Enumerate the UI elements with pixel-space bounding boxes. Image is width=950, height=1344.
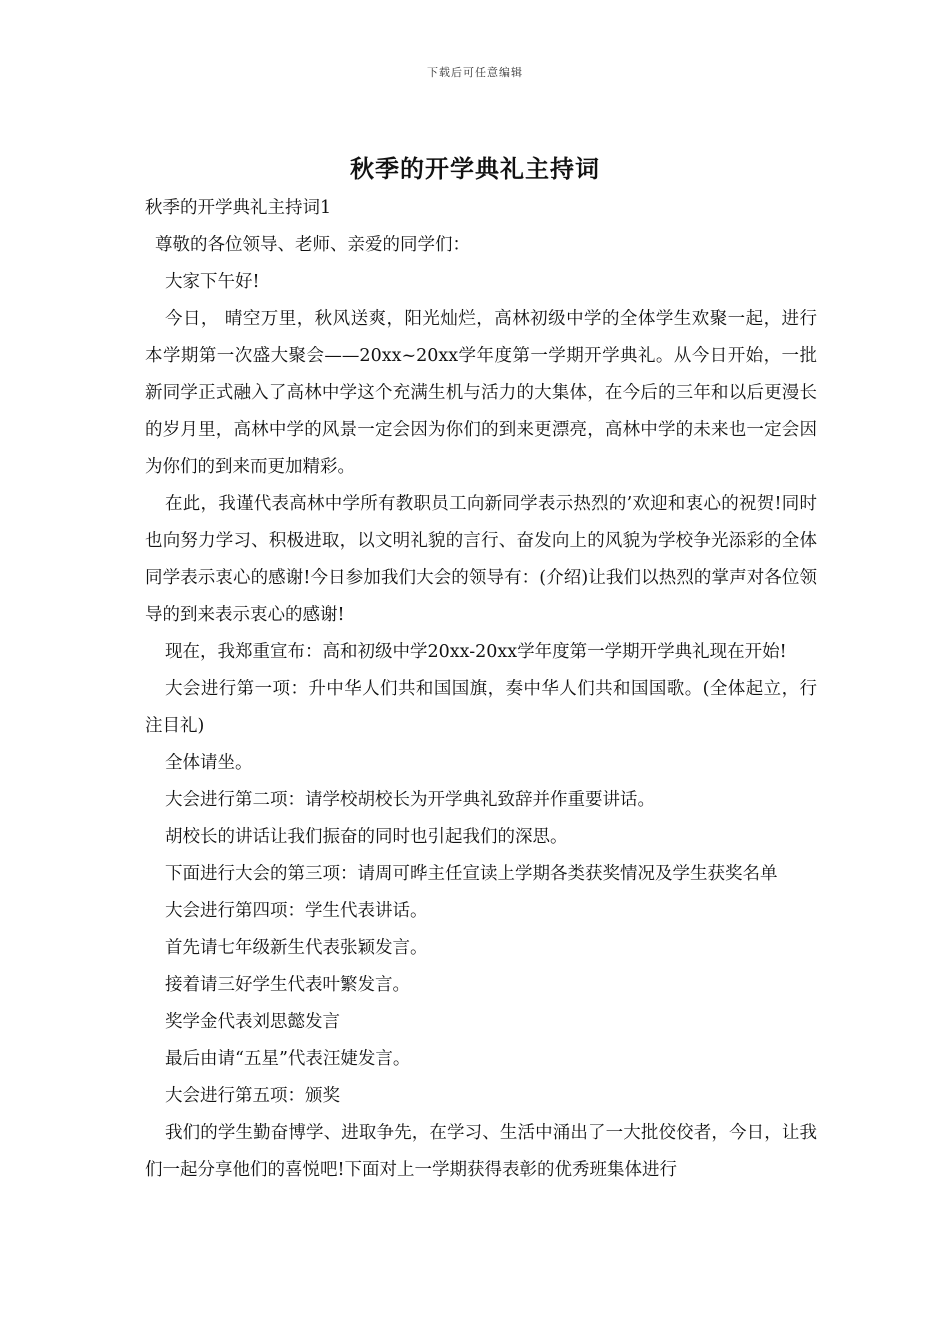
paragraph: 大家下午好! <box>165 272 260 292</box>
paragraph: 接着请三好学生代表叶繁发言。 <box>165 975 410 995</box>
paragraph: 在此，我谨代表高林中学所有教职员工向新同学表示热烈的’欢迎和衷心的祝贺!同时也向努力学习、积极进取，以文明礼貌的言行、奋发向上的风貌为学校争光添彩的全体同学表示衷心的感谢!今日参加我们大会的领导有：(介绍)让我们以热烈的掌声对各位领导的到来表示衷心的感谢! <box>145 494 817 625</box>
paragraph: 今日， 晴空万里，秋风送爽，阳光灿烂，高林初级中学的全体学生欢聚一起，进行本学期第一次盛大聚会——20xx~20xx学年度第一学期开学典礼。从今日开始，一批新同学正式融入了高林中学这个充满生机与活力的大集体，在今后的三年和以后更漫长的岁月里，高林中学的风景一定会因为你们的到来更漂亮，高林中学的未来也一定会因为你们的到来而更加精彩。 <box>145 309 817 477</box>
paragraph: 大会进行第五项：颁奖 <box>165 1086 340 1106</box>
header-note: 下载后可任意编辑 <box>427 66 523 79</box>
paragraph: 最后由请“五星”代表汪婕发言。 <box>165 1049 411 1069</box>
paragraph: 大会进行第一项：升中华人们共和国国旗，奏中华人们共和国国歌。(全体起立，行注目礼) <box>145 679 817 736</box>
paragraph: 首先请七年级新生代表张颖发言。 <box>165 938 428 958</box>
salutation: 尊敬的各位领导、老师、亲爱的同学们： <box>155 235 470 255</box>
paragraph: 现在，我郑重宣布：高和初级中学20xx-20xx学年度第一学期开学典礼现在开始! <box>165 642 787 662</box>
paragraph: 我们的学生勤奋博学、进取争先，在学习、生活中涌出了一大批佼佼者，今日，让我们一起分享他们的喜悦吧!下面对上一学期获得表彰的优秀班集体进行 <box>145 1123 817 1180</box>
paragraph: 下面进行大会的第三项：请周可晔主任宣读上学期各类获奖情况及学生获奖名单 <box>165 864 778 884</box>
page-title: 秋季的开学典礼主持词 <box>350 154 600 183</box>
paragraph: 大会进行第二项：请学校胡校长为开学典礼致辞并作重要讲话。 <box>165 790 655 810</box>
section-heading: 秋季的开学典礼主持词1 <box>145 198 332 218</box>
paragraph: 奖学金代表刘思懿发言 <box>165 1012 340 1032</box>
document-body <box>145 190 817 1189</box>
paragraph: 胡校长的讲话让我们振奋的同时也引起我们的深思。 <box>165 827 568 847</box>
paragraph: 全体请坐。 <box>165 753 253 773</box>
paragraph: 大会进行第四项：学生代表讲话。 <box>165 901 428 921</box>
